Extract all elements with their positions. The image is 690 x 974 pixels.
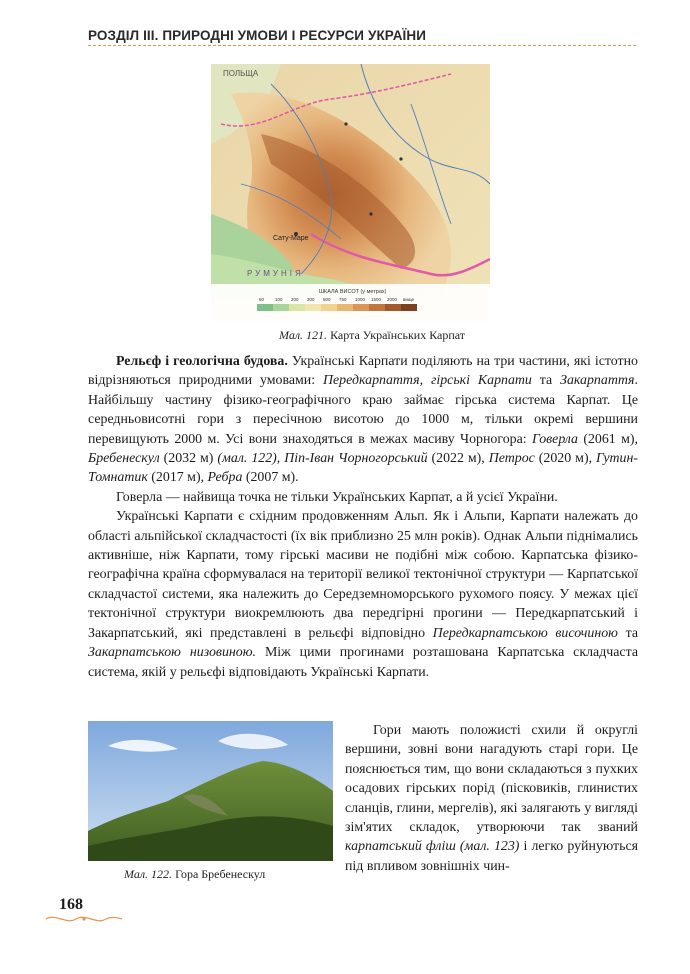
italic-term: Гутин-Томнатик <box>88 451 638 486</box>
italic-term: Говерла <box>532 431 578 447</box>
page-ornament-icon <box>44 912 124 926</box>
brebeneskul-photo <box>88 721 333 861</box>
wrap-text <box>345 721 638 876</box>
text-run: Між цими прогинами розташована Карпатська складчаста система, якій у рельєфі відповідають Українські Карпати. <box>88 645 638 680</box>
map-label-north: ПОЛЬЩА <box>223 69 259 78</box>
paragraph-flysch <box>345 721 638 876</box>
scale-swatch <box>321 304 337 311</box>
scale-value-label: 300 <box>307 297 315 302</box>
text-run: (2061 м), <box>577 431 638 447</box>
text-run: і легко руйнуються під впливом зовнішніх чин- <box>345 839 638 874</box>
paragraph-lead: Рельєф і геологічна будова. <box>116 354 288 369</box>
map-label-country: РУМУНІЯ <box>247 269 304 278</box>
scale-value-label: 2000 <box>387 297 398 302</box>
text-run: та <box>531 373 561 389</box>
header-divider <box>88 45 636 46</box>
scale-value-label: 200 <box>291 297 299 302</box>
figure-122-caption <box>124 867 265 882</box>
main-text <box>88 352 638 682</box>
scale-swatch <box>401 304 417 311</box>
map-scale-bar <box>257 304 417 311</box>
scale-swatch <box>305 304 321 311</box>
paragraph-relief <box>88 352 638 488</box>
text-run: (2032 м) <box>159 451 218 467</box>
figure-121-number: Мал. 121. <box>279 328 328 342</box>
italic-term: Закарпаття <box>560 373 635 389</box>
scale-swatch <box>353 304 369 311</box>
paragraph-hoverla: Говерла — найвища точка не тільки Українських Карпат, а й усієї України. <box>116 489 558 505</box>
scale-value-label: 750 <box>339 297 347 302</box>
scale-swatch <box>273 304 289 311</box>
carpathians-map <box>211 64 490 321</box>
italic-term: Бребенескул <box>88 451 160 467</box>
text-run: (2022 м), <box>427 451 489 467</box>
scale-value-label: 1000 <box>355 297 366 302</box>
italic-term: Петрос <box>488 451 535 467</box>
text-run: Українські Карпати поділяють на три частини, які істотно відрізняються природними умовами: <box>88 354 638 389</box>
figure-121-text: Карта Українських Карпат <box>327 328 466 342</box>
italic-term: (мал. 122), Піп-Іван Чорногорський <box>217 451 428 467</box>
paragraph-tectonics <box>88 507 638 682</box>
text-run: (2007 м). <box>242 470 299 486</box>
scale-value-label: 1500 <box>371 297 382 302</box>
scale-value-label: вище <box>403 297 415 302</box>
page-number: 168 <box>59 896 83 913</box>
italic-term: Закарпатською низовиною. <box>88 645 257 661</box>
text-run: та <box>617 625 638 641</box>
italic-term: Ребра <box>207 470 243 486</box>
map-scale-title: ШКАЛА ВИСОТ (у метрах) <box>319 289 387 295</box>
scale-value-label: 100 <box>275 297 283 302</box>
italic-term: Передкарпаття, гірські Карпати <box>322 373 532 389</box>
section-header: РОЗДІЛ III. ПРИРОДНІ УМОВИ І РЕСУРСИ УКРАЇНИ <box>88 28 427 43</box>
text-run: Українські Карпати є східним продовженням Альп. Як і Альпи, Карпати належать до області альпійської складчастості (їх вік приблизно 25 млн років). Однак Альпи піднімались активніше, ніж Карпати, тому гірські масиви не подібні між собою. Карпатська фізико-географічна країна сформувалася на території великої тектонічної структури — Карпатської складчастої системи, яка належить до Середземноморського рухомого поясу. У межах цієї тектонічної структури виокремлюють два передгірні прогини — Передкарпатський і Закарпатський, які представлені в рельєфі відповідно <box>88 509 638 641</box>
text-run: (2017 м), <box>147 470 208 486</box>
scale-swatch <box>289 304 305 311</box>
map-label-city: Сату-Маре <box>273 235 309 242</box>
text-run: Гори мають положисті схили й округлі вершини, зовні вони нагадують старі гори. Це пояснюється тим, що вони складаються з пухких осадових гірських порід (пісковиків, глинистих сланців, глини, мергелів), які залягають у вигляді зім'ятих складок, утворюючи так званий <box>345 723 638 836</box>
scale-value-label: 500 <box>323 297 331 302</box>
figure-121-caption <box>279 328 465 343</box>
italic-term: карпатський фліш (мал. 123) <box>345 839 520 855</box>
text-run: (2020 м), <box>534 451 597 467</box>
scale-swatch <box>369 304 385 311</box>
figure-122-text: Гора Бребенескул <box>172 867 266 881</box>
italic-term: Передкарпатською височиною <box>432 625 618 641</box>
scale-swatch <box>257 304 273 311</box>
text-run: . Найбільшу частину фізико-географічного краю займає гірська система Карпат. Це середньовисотні гори з пересічною висотою до 1000 м, тільки окремі вершини перевищують 2000 м. Усі вони знаходяться в межах масиву Чорногора: <box>88 373 638 447</box>
scale-swatch <box>385 304 401 311</box>
scale-value-label: 50 <box>259 297 265 302</box>
figure-122-number: Мал. 122. <box>124 867 173 881</box>
scale-swatch <box>337 304 353 311</box>
